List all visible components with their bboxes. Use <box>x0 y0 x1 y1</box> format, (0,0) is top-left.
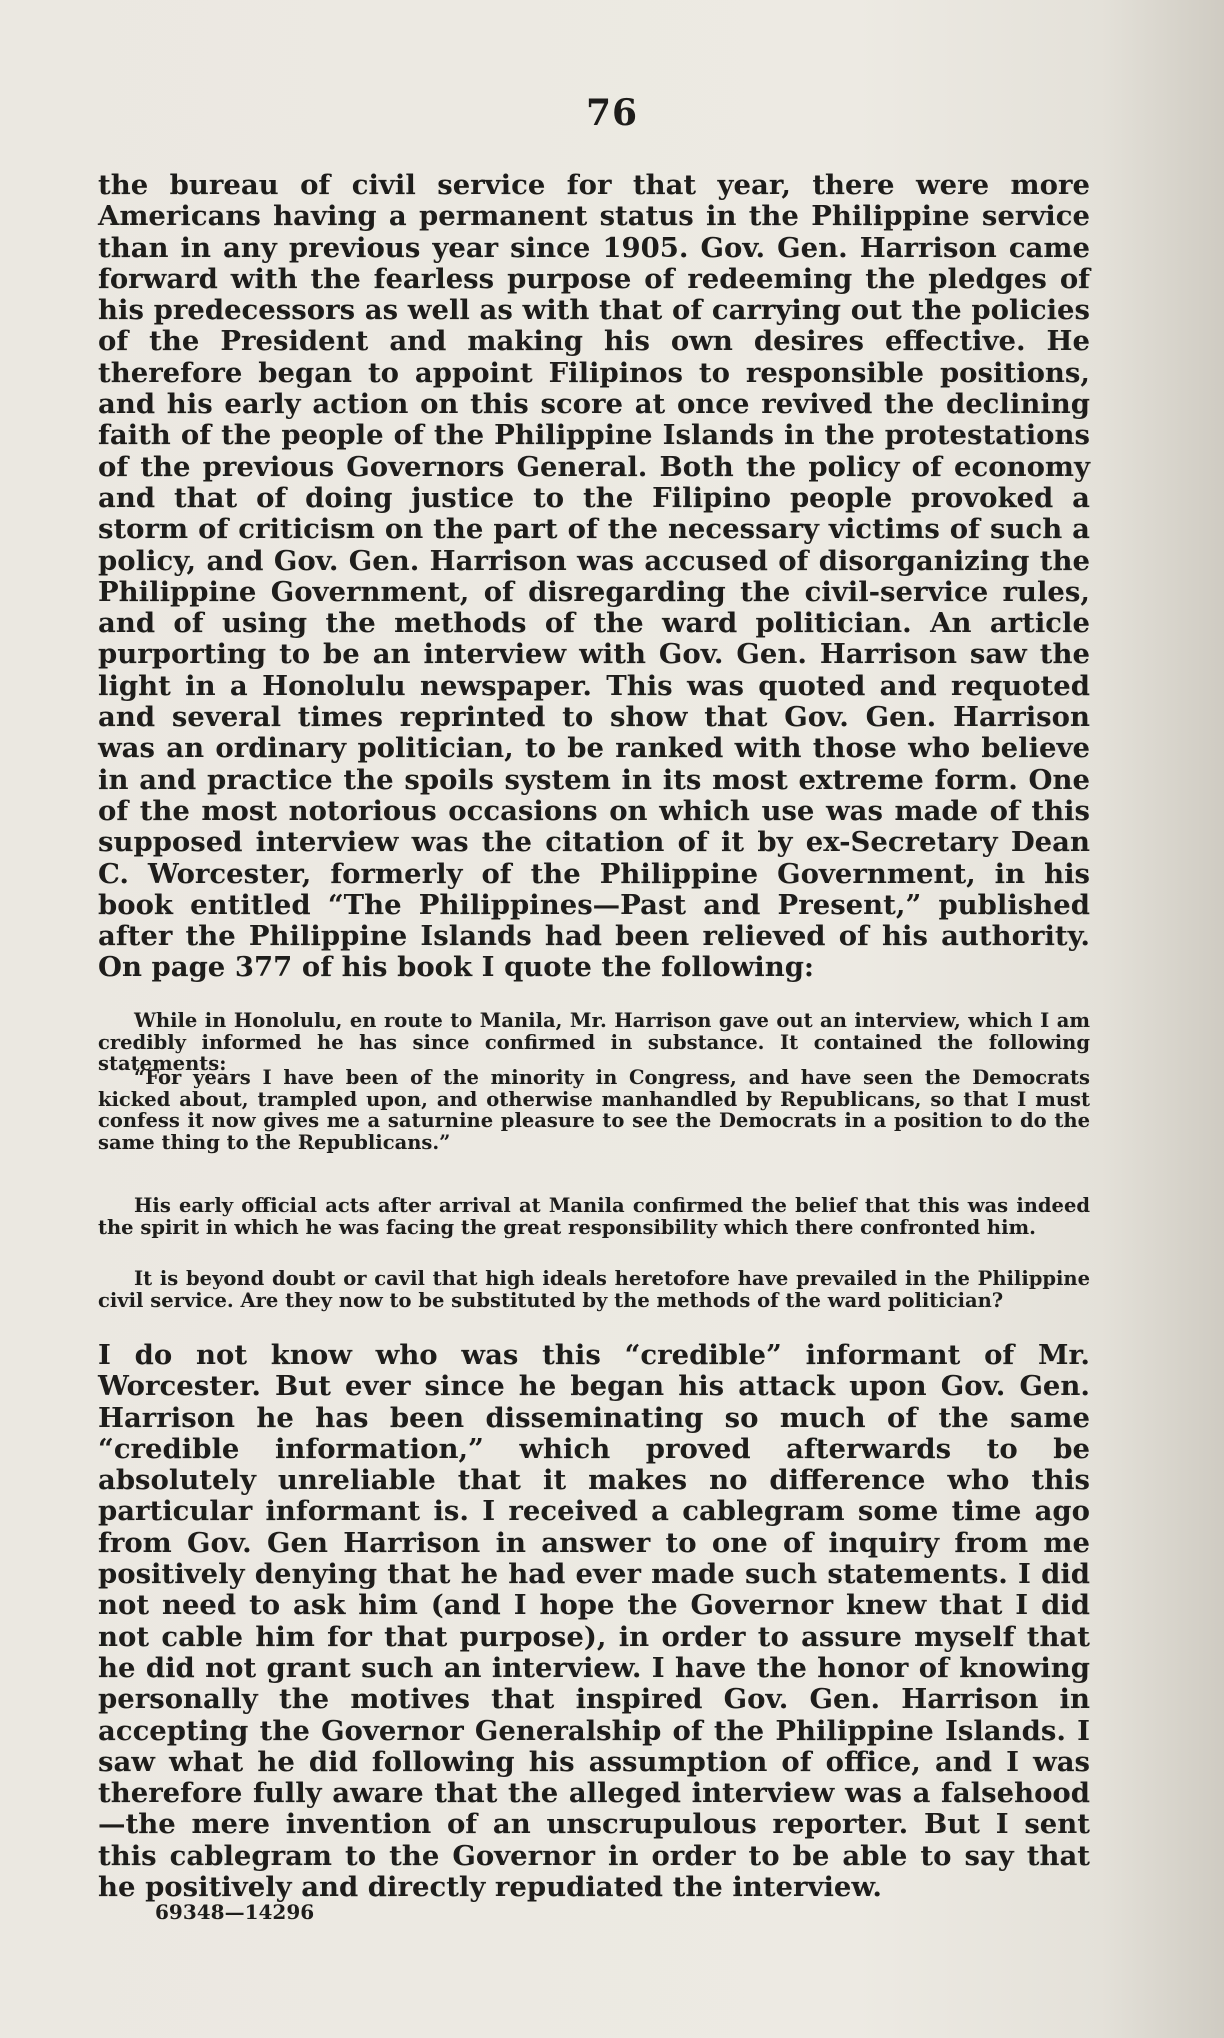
quoted-passage-3 <box>98 1195 1090 1238</box>
quoted-passage-4 <box>98 1268 1090 1311</box>
body-paragraph-2: I do not know who was this “credible” informant of Mr. Worcester. But ever since he began his attack upon Gov. Gen. Harrison he has been disseminating so much of the same “credible information,” which proved afterwards to be absolutely unreliable that it makes no difference who this particular informant is. I received a cablegram some time ago from Gov. Gen Harrison in answer to one of inquiry from me positively denying that he had ever made such statements. I did not need to ask him (and I hope the Governor knew that I did not cable him for that purpose), in order to assure myself that he did not grant such an interview. I have the honor of knowing personally the motives that inspired Gov. Gen. Harrison in accepting the Governor Generalship of the Philippine Islands. I saw what he did following his assumption of office, and I was therefore fully aware that the alleged interview was a falsehood—the mere invention of an unscrupulous reporter. But I sent this cablegram to the Governor in order to be able to say that he positively and directly repudiated the interview. <box>98 1339 1090 1904</box>
quoted-passage-1 <box>98 1010 1090 1075</box>
printer-code: 69348—14296 <box>155 1900 315 1924</box>
body-paragraph-1: the bureau of civil service for that year, there were more Americans having a permanent status in the Philippine service than in any previous year since 1905. Gov. Gen. Harrison came forward with the fearless purpose of redeeming the pledges of his predecessors as well as with that of carrying out the policies of the President and making his own desires effective. He therefore began to appoint Filipinos to responsible positions, and his early action on this score at once revived the declining faith of the people of the Philippine Islands in the protestations of the previous Governors General. Both the policy of economy and that of doing justice to the Filipino people provoked a storm of criticism on the part of the necessary victims of such a policy, and Gov. Gen. Harrison was accused of disorganizing the Philippine Government, of disregarding the civil-service rules, and of using the methods of the ward politician. An article purporting to be an interview with Gov. Gen. Harrison saw the light in a Honolulu newspaper. This was quoted and requoted and several times reprinted to show that Gov. Gen. Harrison was an ordinary politician, to be ranked with those who believe in and practice the spoils system in its most extreme form. One of the most notorious occasions on which use was made of this supposed interview was the citation of it by ex-Secretary Dean C. Worcester, formerly of the Philippine Government, in his book entitled “The Philippines—Past and Present,” published after the Philippine Islands had been relieved of his authority. On page 377 of his book I quote the following: <box>98 169 1090 984</box>
quote-text: It is beyond doubt or cavil that high ideals heretofore have prevailed in the Philippine civil service. Are they now to be substituted by the methods of the ward politician? <box>98 1267 1090 1312</box>
quoted-passage-2 <box>98 1067 1090 1153</box>
page-number: 76 <box>585 92 639 134</box>
quote-text: “For years I have been of the minority in Congress, and have seen the Democrats kicked about, trampled upon, and otherwise manhandled by Republicans, so that I must confess it now gives me a saturnine pleasure to see the Democrats in a position to do the same thing to the Republicans.” <box>98 1066 1090 1154</box>
quote-text: His early official acts after arrival at Manila confirmed the belief that this was indeed the spirit in which he was facing the great responsibility which there confronted him. <box>98 1194 1090 1239</box>
quote-text: While in Honolulu, en route to Manila, Mr. Harrison gave out an interview, which I am credibly informed he has since confirmed in substance. It contained the following statements: <box>98 1009 1090 1075</box>
